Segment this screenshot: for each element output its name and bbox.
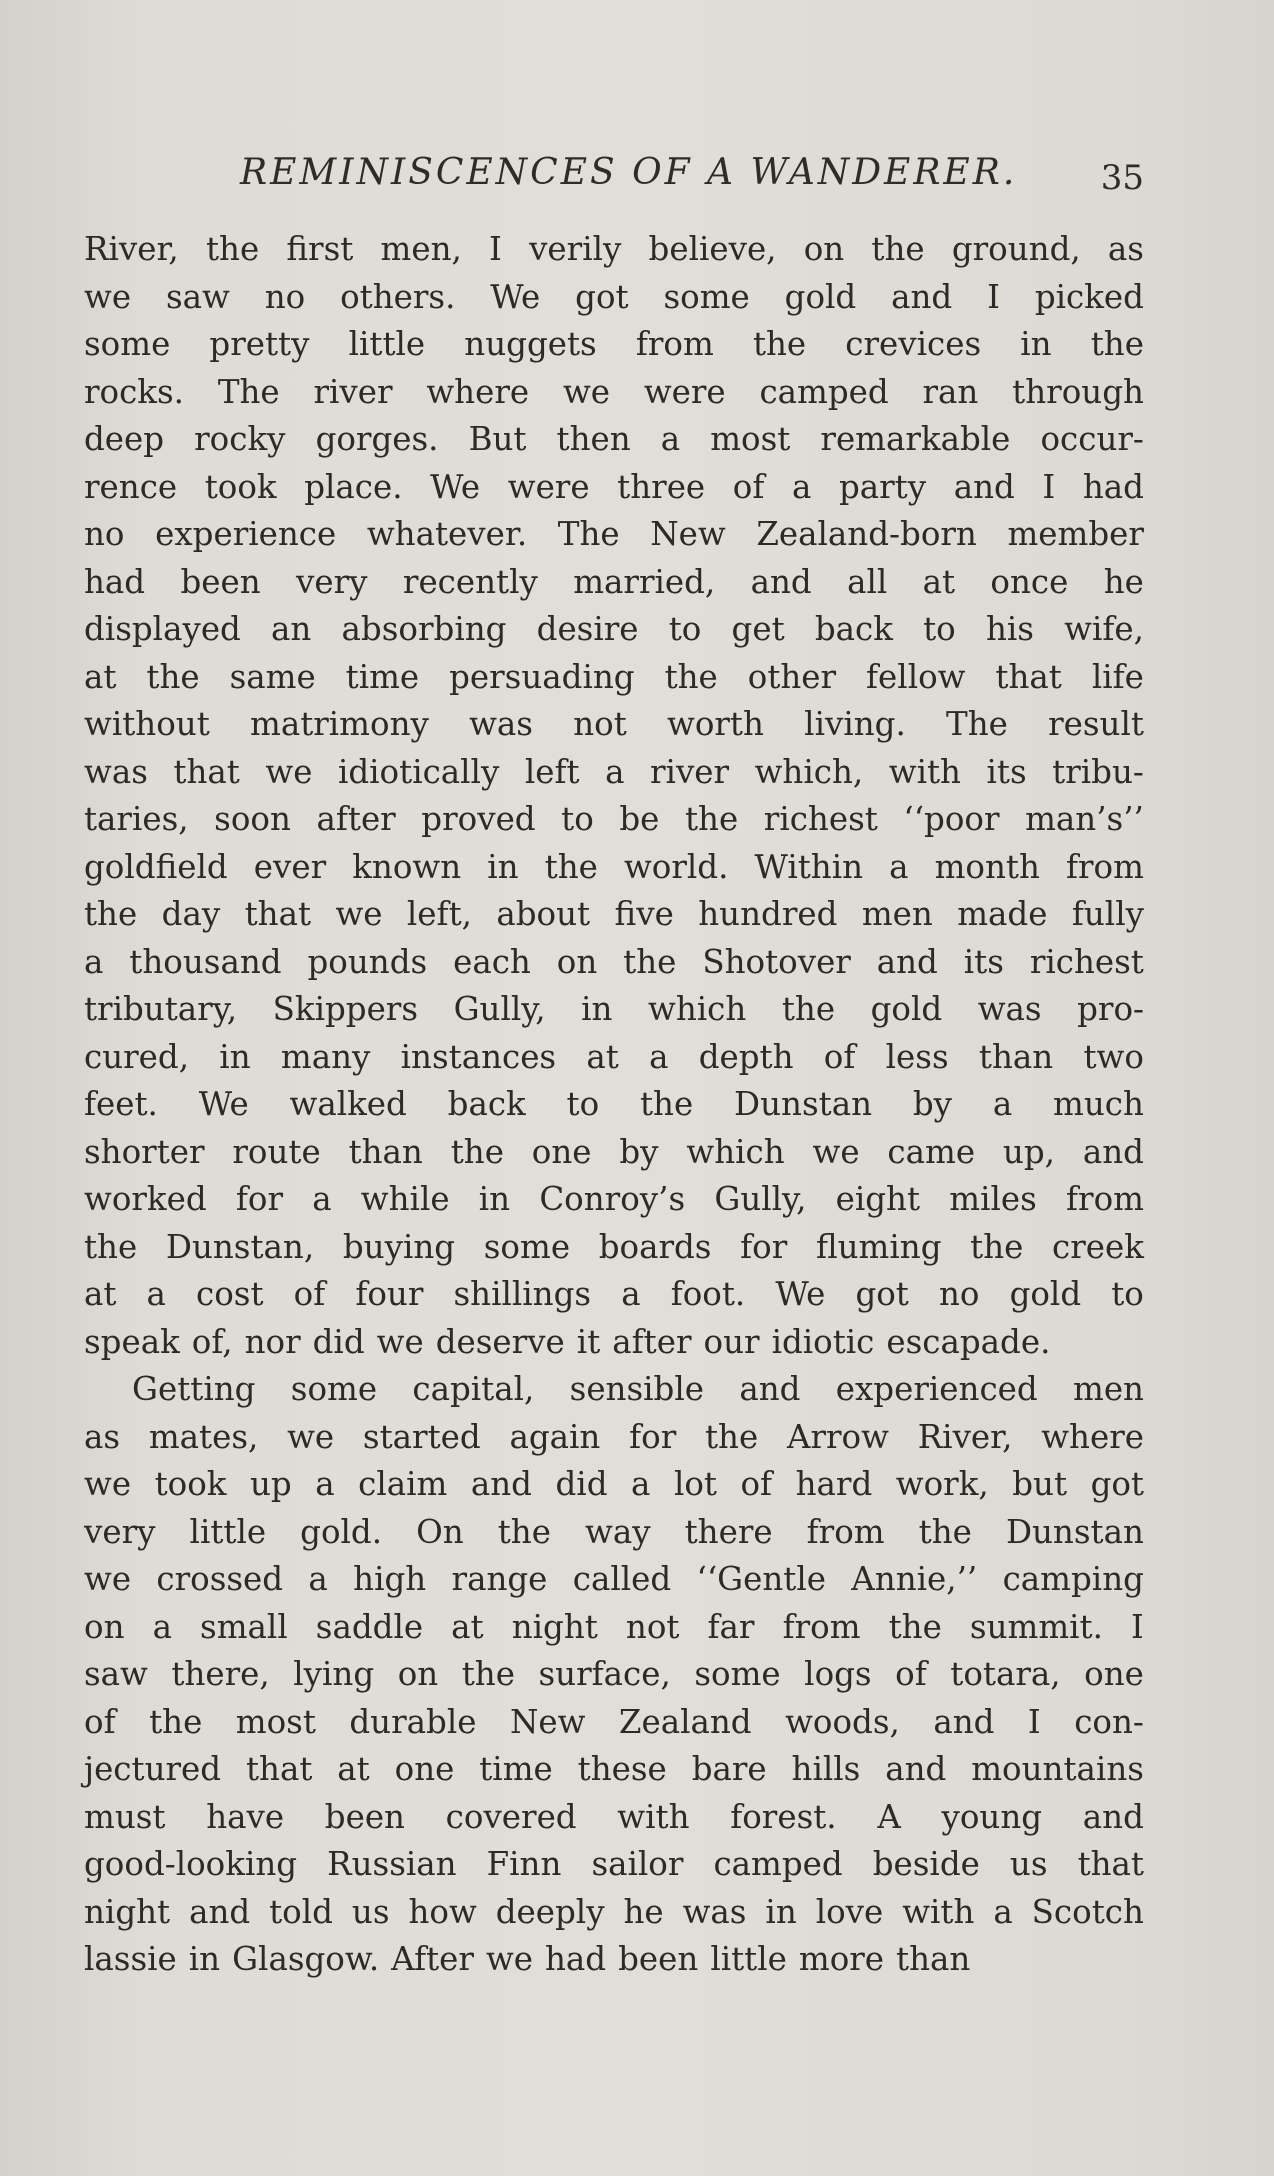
text-line: very little gold. On the way there from the Dunstan xyxy=(84,1512,1144,1551)
text-line: was that we idiotically left a river which, with its tribu- xyxy=(84,752,1144,791)
body-text xyxy=(84,226,1144,1984)
text-line: must have been covered with forest. A young and xyxy=(84,1797,1144,1836)
text-line: we saw no others. We got some gold and I picked xyxy=(84,277,1144,316)
text-line: we crossed a high range called ‘‘Gentle Annie,’’ camping xyxy=(84,1560,1144,1598)
text-line: without matrimony was not worth living. The result xyxy=(84,705,1144,743)
text-line: lassie in Glasgow. After we had been little more than xyxy=(84,1940,971,1978)
running-head: REMINISCENCES OF A WANDERER. xyxy=(240,152,1018,193)
text-line: Getting some capital, sensible and experienced men xyxy=(132,1370,1144,1408)
text-line: some pretty little nuggets from the crevices in the xyxy=(84,325,1144,363)
text-line: rence took place. We were three of a party and I had xyxy=(84,467,1144,506)
text-line: speak of, nor did we deserve it after our idiotic escapade. xyxy=(84,1322,1051,1361)
text-line: worked for a while in Conroy’s Gully, eight miles from xyxy=(84,1180,1144,1218)
text-line: as mates, we started again for the Arrow River, where xyxy=(84,1417,1144,1456)
text-line: River, the first men, I verily believe, on the ground, as xyxy=(84,230,1144,268)
text-line: we took up a claim and did a lot of hard work, but got xyxy=(84,1465,1144,1503)
text-line: cured, in many instances at a depth of less than two xyxy=(84,1037,1144,1076)
page-header xyxy=(84,152,1144,202)
text-line: on a small saddle at night not far from the summit. I xyxy=(84,1607,1144,1646)
text-line: saw there, lying on the surface, some logs of totara, one xyxy=(84,1655,1144,1693)
text-line: the Dunstan, buying some boards for fluming the creek xyxy=(84,1227,1144,1266)
text-line: goldfield ever known in the world. Within a month from xyxy=(84,847,1144,886)
text-line: rocks. The river where we were camped ran through xyxy=(84,372,1144,411)
text-line: shorter route than the one by which we came up, and xyxy=(84,1132,1144,1171)
text-line: at a cost of four shillings a foot. We got no gold to xyxy=(84,1275,1144,1313)
text-line: the day that we left, about five hundred men made fully xyxy=(84,895,1144,933)
text-line: tributary, Skippers Gully, in which the gold was pro- xyxy=(84,990,1144,1028)
text-line: at the same time persuading the other fellow that life xyxy=(84,657,1144,696)
text-line: a thousand pounds each on the Shotover and its richest xyxy=(84,942,1144,981)
page-number: 35 xyxy=(1100,158,1144,198)
text-line: feet. We walked back to the Dunstan by a much xyxy=(84,1085,1144,1123)
text-line: no experience whatever. The New Zealand-born member xyxy=(84,515,1144,553)
text-line: good-looking Russian Finn sailor camped beside us that xyxy=(84,1845,1144,1883)
text-line: deep rocky gorges. But then a most remarkable occur- xyxy=(84,420,1144,458)
text-line: taries, soon after proved to be the richest ‘‘poor man’s’’ xyxy=(84,800,1144,838)
text-line: jectured that at one time these bare hills and mountains xyxy=(84,1750,1144,1788)
text-line: displayed an absorbing desire to get back to his wife, xyxy=(84,610,1144,648)
text-line: had been very recently married, and all at once he xyxy=(84,562,1144,601)
text-line: night and told us how deeply he was in love with a Scotch xyxy=(84,1892,1144,1931)
text-line: of the most durable New Zealand woods, and I con- xyxy=(84,1702,1144,1741)
